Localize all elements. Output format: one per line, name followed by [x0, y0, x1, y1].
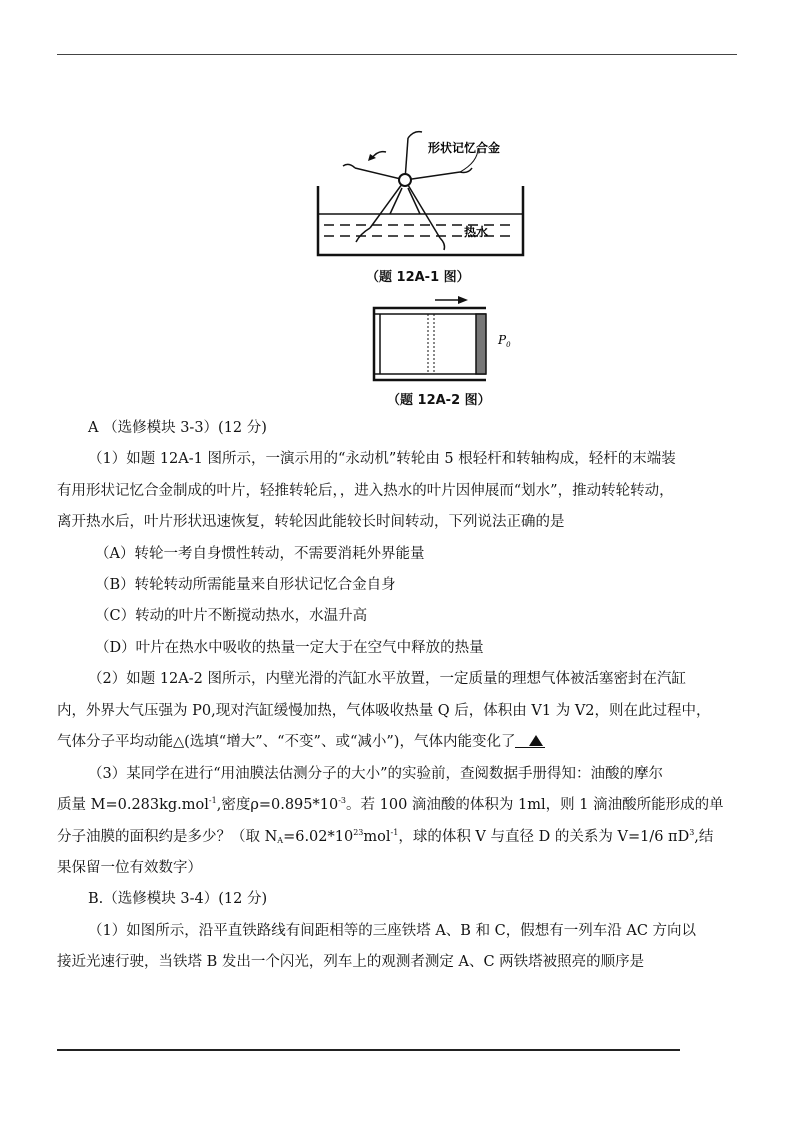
q1-line-1: （1）如题 12A-1 图所示，一演示用的“永动机”转轮由 5 根轻杆和转轴构成，轻杆的末端装: [88, 451, 676, 467]
q2-line-1: （2）如题 12A-2 图所示，内壁光滑的汽缸水平放置，一定质量的理想气体被活塞密封在汽缸: [88, 671, 686, 687]
figure-12a-2: [370, 294, 520, 384]
q3-line-3: 分子油膜的面积约是多少？（取 $N_A=6.02*10^{23}mol^{-1}$，球的体积 V 与直径 D 的关系为 V=1/6 $\pi D^3$,结: [57, 828, 714, 845]
q3-line-2: 质量 M=0.283kg.mol$^{-1}$,密度$\rho=0.895*10^{-3}$。若 100 滴油酸的体积为 1ml，则 1 滴油酸所能形成的单: [57, 796, 724, 813]
q2-line-3: 气体分子平均动能△(选填“增大”、“不变”、或“减小”)，气体内能变化了: [57, 732, 545, 752]
option-c: （C）转动的叶片不断搅动热水，水温升高: [95, 608, 368, 624]
bottom-rule: [57, 1049, 680, 1051]
triangle-icon: [529, 735, 543, 746]
q1-line-2: 有用形状记忆合金制成的叶片，轻推转轮后，，进入热水的叶片因伸展而“划水”，推动转轮转动，: [57, 483, 674, 499]
alloy-label: 形状记忆合金: [428, 141, 501, 155]
p0-label: $P_0$: [498, 333, 511, 349]
option-b: （B）转轮转动所需能量来自形状记忆合金自身: [95, 577, 396, 593]
q2-line-2: 内，外界大气压强为 P0,现对汽缸缓慢加热，气体吸收热量 Q 后，体积由 V1 为 V2，则在此过程中，: [57, 703, 711, 719]
q3-line-4: 果保留一位有效数字）: [57, 860, 202, 876]
figure-12a-1: [310, 128, 530, 268]
b1-line-2: 接近光速行驶，当铁塔 B 发出一个闪光，列车上的观测者测定 A、C 两铁塔被照亮的顺序是: [57, 954, 645, 970]
b1-line-1: （1）如图所示，沿平直铁路线有间距相等的三座铁塔 A、B 和 C，假想有一列车沿 AC 方向以: [88, 923, 697, 939]
q3-line-1: （3）某同学在进行“用油膜法估测分子的大小”的实验前，查阅数据手册得知：油酸的摩尔: [88, 766, 664, 782]
section-b-heading: B.（选修模块 3-4）(12 分): [88, 891, 268, 907]
top-rule: [57, 54, 737, 55]
water-label: 热水: [464, 225, 489, 239]
option-a: （A）转轮一考自身惯性转动，不需要消耗外界能量: [95, 546, 425, 562]
option-d: （D）叶片在热水中吸收的热量一定大于在空气中释放的热量: [95, 640, 484, 656]
figure-2-caption: （题 12A-2 图）: [387, 393, 491, 408]
section-a-heading: A （选修模块 3-3）(12 分): [88, 420, 267, 436]
figure-1-caption: （题 12A-1 图）: [366, 270, 470, 285]
answer-blank: [515, 733, 545, 748]
q1-line-3: 离开热水后，叶片形状迅速恢复，转轮因此能较长时间转动，下列说法正确的是: [57, 514, 565, 530]
